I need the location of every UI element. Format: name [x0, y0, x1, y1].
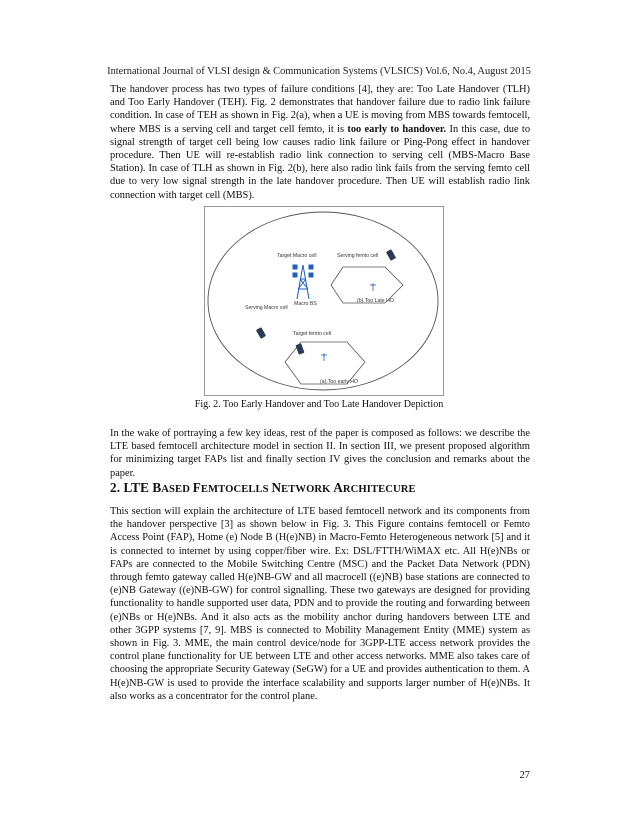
handover-diagram — [205, 207, 443, 395]
label-macro-bs: Macro BS — [294, 301, 317, 307]
bold-phrase: too early to handover. — [347, 123, 447, 135]
ue-phone-icon — [386, 249, 396, 261]
page-number: 27 — [519, 770, 530, 781]
paragraph-handover-failure — [110, 83, 530, 202]
section-title-part: ASED — [161, 484, 193, 495]
section-title-part: B — [152, 480, 162, 495]
ue-phone-icon — [295, 343, 304, 354]
section-title-part: ETWORK — [281, 484, 334, 495]
paragraph-text: In this case, due to signal strength of target cell being low causes radio link failure or Ping-Pong effect in handover procedure. Then UE will re-establish radio link connection to serving cell (MBS-Macro Base Station). In case of TLH as shown in Fig. 2(b), here also radio link fails from the serving femto cell due to very low signal strength in the late handover procedure. Then UE will establish radio link connection with target cell (MBS). — [110, 123, 531, 201]
section-title-part: F — [192, 480, 201, 495]
section-title-part: LTE — [123, 480, 153, 495]
section-title-part: A — [333, 480, 343, 495]
femto-antenna-icon — [321, 353, 327, 361]
femto-antenna-icon — [370, 283, 376, 291]
section-title-part: RCHITECURE — [342, 484, 416, 495]
label-too-early-ho: (a).Too early HO — [320, 379, 359, 385]
label-target-femto-cell: Target femto cell — [293, 331, 332, 337]
section-title-part: N — [271, 480, 282, 495]
label-target-macro-cell: Target Macro cell — [277, 253, 317, 259]
section-title-part: EMTOCELLS — [200, 484, 272, 495]
figure-handover-depiction — [204, 206, 444, 396]
macro-cell-ellipse — [208, 212, 438, 390]
label-too-late-ho: (b).Too Late HO — [357, 298, 394, 304]
paragraph-text: The handover process has two types of failure conditions [4], they are: Too Late Handover (TLH) and Too Early Handover (TEH). Fig. 2 demonstrates that handover failure due to radio link failure condition. In case of TEH as shown in Fig. 2(a), when a UE is moving from MBS towards femtocell, where MBS is a serving cell and target cell femto, it is — [110, 84, 530, 135]
macro-tower-icon — [293, 265, 313, 299]
section-number: 2. — [110, 480, 121, 495]
section-heading — [110, 480, 416, 496]
paragraph-paper-outline: In the wake of portraying a few key ideas, rest of the paper is composed as follows: we describe the LTE based femtocell architecture model in section II. In section III, we present proposed algorithm for minimizing target FAPs list and finally section IV gives the conclusion and remarks about the paper. — [110, 428, 530, 479]
paragraph-lte-architecture: This section will explain the architecture of LTE based femtocell network and its components from the handover perspective [3] as shown below in Fig. 3. This Figure contains femtocell or Femto Access Point (FAP), Home (e) Node B (H(e)NB) in Macro-Femto Heterogeneous network [5] and it is connected to internet by using copper/fiber wire. Ex: DSL/FTTH/WiMAX etc. All H(e)NBs or FAPs are connected to the Mobile Switching Centre (MSC) and the Packet Data Network (PDN) through femto gateway called H(e)NB-GW and all macrocell ((e)NB) base stations are connected to (e)NB Gateway ((e)NB-GW) for control signalling. These two gateways are designed for providing functionality to handle supported user data, PDN and to provide the routing and forwarding between (e)NBs or H(e)NBs. And it also acts as the mobility anchor during handovers between LTE and other 3GPP systems [7, 9]. MBS is connected to Mobility Management Entity (MME) system as shown in Fig. 3. MME, the main control device/node for 3GPP-LTE access network provides the control plane functionality for UE between LTE and other access networks. MME also takes care of choosing the appropriate Security Gateway (SeGW) for a UE and provides authentication to them. A H(e)NB-GW is used to provide the interface scalability and supports larger number of H(e)NBs. It also works as a concentrator for the control plane. — [110, 506, 530, 702]
label-serving-femto-cell: Serving femto cell — [337, 253, 379, 259]
figure-caption: Fig. 2. Too Early Handover and Too Late Handover Depiction — [194, 399, 444, 410]
label-serving-macro-cell: Serving Macro cell — [245, 305, 288, 311]
running-header: International Journal of VLSI design & Communication Systems (VLSICS) Vol.6, No.4, August 2015 — [107, 66, 531, 77]
ue-phone-icon — [256, 327, 266, 339]
